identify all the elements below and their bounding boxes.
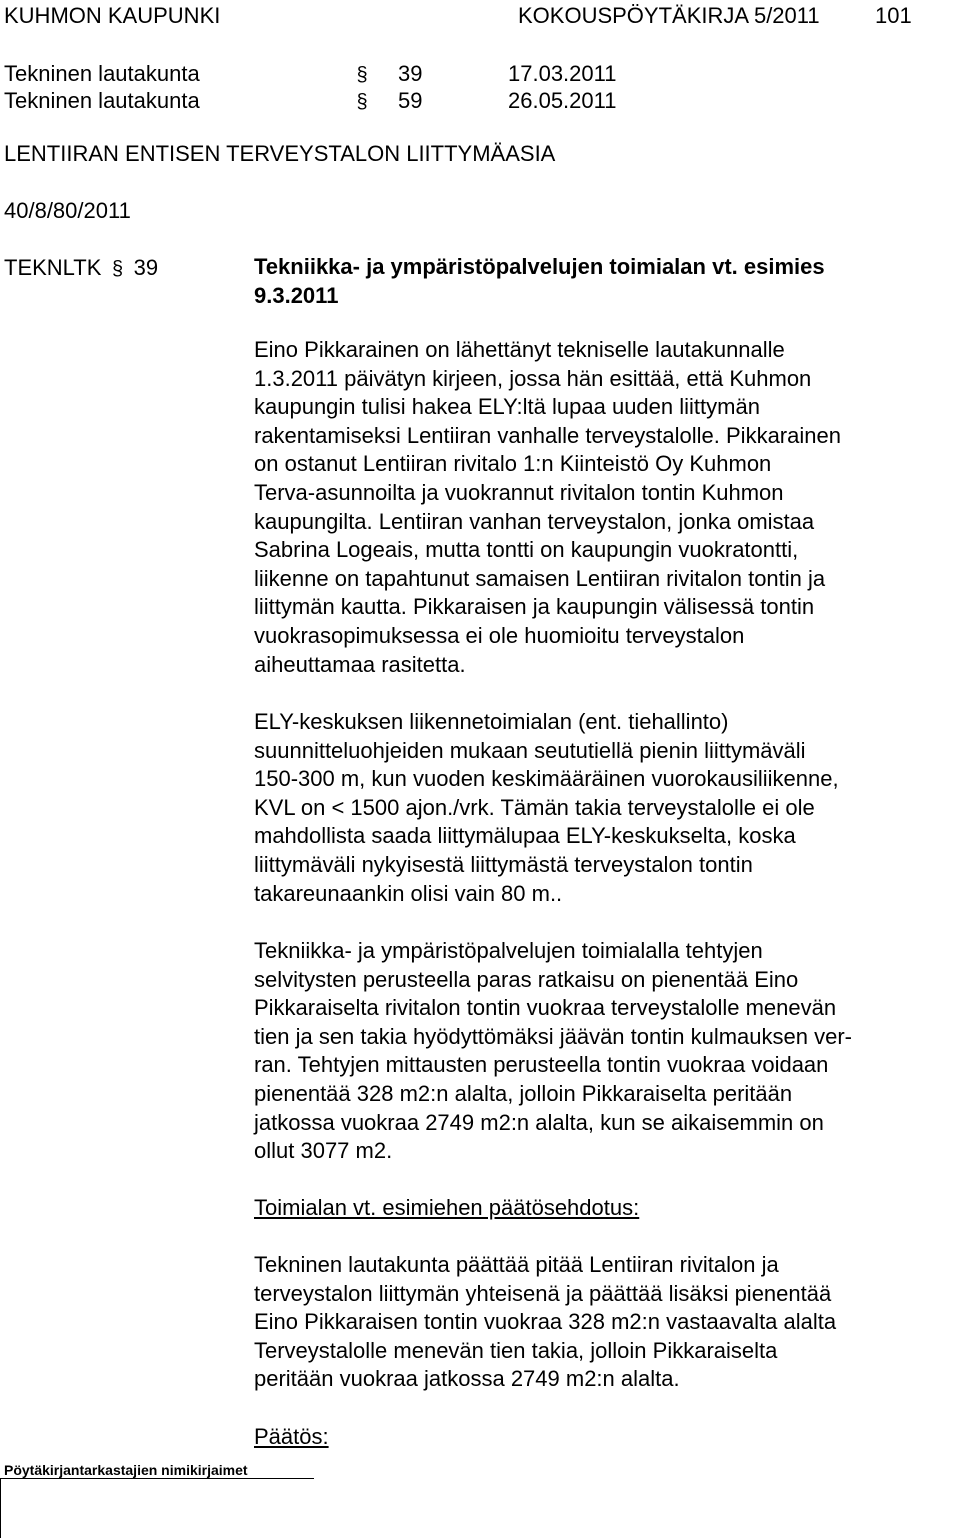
text-line: selvitysten perusteella paras ratkaisu on pienentää Eino: [254, 966, 799, 992]
signature-line: [0, 1478, 314, 1479]
text-line: ollut 3077 m2.: [254, 1138, 393, 1164]
decision-heading: Päätös:: [254, 1424, 329, 1449]
text-line: 150-300 m, kun vuoden keskimääräinen vuorokausiliikenne,: [254, 766, 839, 792]
paragraph-letter-summary: [254, 336, 954, 679]
page-number: 101: [875, 3, 912, 28]
text-line: liittymän kautta. Pikkaraisen ja kaupungin välisessä tontin: [254, 594, 815, 620]
text-line: suunnitteluohjeiden mukaan seututiellä pienin liittymäväli: [254, 737, 806, 763]
text-line: pienentää 328 m2:n alalta, jolloin Pikkaraiselta peritään: [254, 1080, 793, 1106]
text-line: mahdollista saada liittymälupaa ELY-keskukselta, koska: [254, 823, 796, 849]
text-line: Sabrina Logeais, mutta tontti on kaupungin vuokratontti,: [254, 537, 799, 563]
text-line: ELY-keskuksen liikennetoimialan (ent. tiehallinto): [254, 709, 729, 734]
text-line: peritään vuokraa jatkossa 2749 m2:n alalta.: [254, 1366, 680, 1392]
meeting-body: Tekninen lautakunta: [4, 61, 200, 86]
text-line: on ostanut Lentiiran rivitalo 1:n Kiinteistö Oy Kuhmon: [254, 451, 772, 477]
text-line: Tekninen lautakunta päättää pitää Lentiiran rivitalon ja: [254, 1252, 779, 1277]
paragraph-solution: [254, 937, 954, 1166]
text-line: Eino Pikkaraisen tontin vuokraa 328 m2:n vastaavalta alalta: [254, 1309, 837, 1335]
section-sign: §: [356, 91, 368, 113]
text-line: terveystalon liittymän yhteisenä ja päättää lisäksi pienentää: [254, 1280, 832, 1306]
text-line: kaupungin tulisi hakea ELY:ltä lupaa uuden liittymän: [254, 394, 760, 420]
meeting-date: 17.03.2011: [508, 61, 617, 86]
reference-number: 40/8/80/2011: [4, 198, 131, 223]
item-number: 39: [133, 255, 159, 280]
signature-label: Pöytäkirjantarkastajien nimikirjaimet: [4, 1462, 248, 1478]
meeting-number: 59: [398, 88, 423, 113]
meeting-body: Tekninen lautakunta: [4, 88, 200, 113]
text-line: Eino Pikkarainen on lähettänyt tekniselle lautakunnalle: [254, 337, 785, 362]
org-name: KUHMON KAUPUNKI: [4, 3, 221, 28]
text-line: liittymäväli nykyisestä liittymästä terveystalon tontin: [254, 851, 753, 877]
text-line: rakentamiseksi Lentiiran vanhalle terveystalolle. Pikkarainen: [254, 422, 841, 448]
text-line: takareunaankin olisi vain 80 m..: [254, 880, 563, 906]
text-line: Terveystalolle menevän tien takia, jolloin Pikkaraiselta: [254, 1337, 778, 1363]
meeting-number: 39: [398, 61, 423, 86]
signature-box-edge: [0, 1478, 1, 1538]
text-line: 1.3.2011 päivätyn kirjeen, jossa hän esittää, että Kuhmon: [254, 365, 812, 391]
text-line: aiheuttamaa rasitetta.: [254, 651, 466, 677]
paragraph-ely-guidelines: [254, 708, 954, 908]
paragraph-proposal: [254, 1251, 954, 1394]
text-line: vuokrasopimuksessa ei ole huomioitu terveystalon: [254, 622, 745, 648]
item-heading-line-2: 9.3.2011: [254, 283, 339, 308]
document-title: LENTIIRAN ENTISEN TERVEYSTALON LIITTYMÄASIA: [4, 141, 556, 166]
text-line: Tekniikka- ja ympäristöpalvelujen toimialalla tehtyjen: [254, 938, 763, 963]
text-line: kaupungilta. Lentiiran vanhan terveystalon, jonka omistaa: [254, 508, 815, 534]
meeting-date: 26.05.2011: [508, 88, 617, 113]
text-line: liikenne on tapahtunut samaisen Lentiiran rivitalon tontin ja: [254, 565, 826, 591]
item-heading-line-1: Tekniikka- ja ympäristöpalvelujen toimialan vt. esimies: [254, 254, 825, 279]
section-sign: §: [111, 258, 124, 280]
section-sign: §: [356, 64, 368, 86]
text-line: jatkossa vuokraa 2749 m2:n alalta, kun se aikaisemmin on: [254, 1109, 824, 1135]
text-line: tien ja sen takia hyödyttömäksi jäävän tontin kulmauksen ver-: [254, 1023, 852, 1049]
text-line: KVL on < 1500 ajon./vrk. Tämän takia terveystalolle ei ole: [254, 794, 815, 820]
document-type: KOKOUSPÖYTÄKIRJA 5/2011: [518, 3, 820, 28]
committee-code: TEKNLTK: [4, 255, 102, 280]
proposal-heading: Toimialan vt. esimiehen päätösehdotus:: [254, 1195, 640, 1220]
item-label: [4, 255, 158, 282]
text-line: ran. Tehtyjen mittausten perusteella tontin vuokraa voidaan: [254, 1052, 829, 1078]
text-line: Pikkaraiselta rivitalon tontin vuokraa terveystalolle menevän: [254, 995, 837, 1021]
text-line: Terva-asunnoilta ja vuokrannut rivitalon tontin Kuhmon: [254, 479, 784, 505]
